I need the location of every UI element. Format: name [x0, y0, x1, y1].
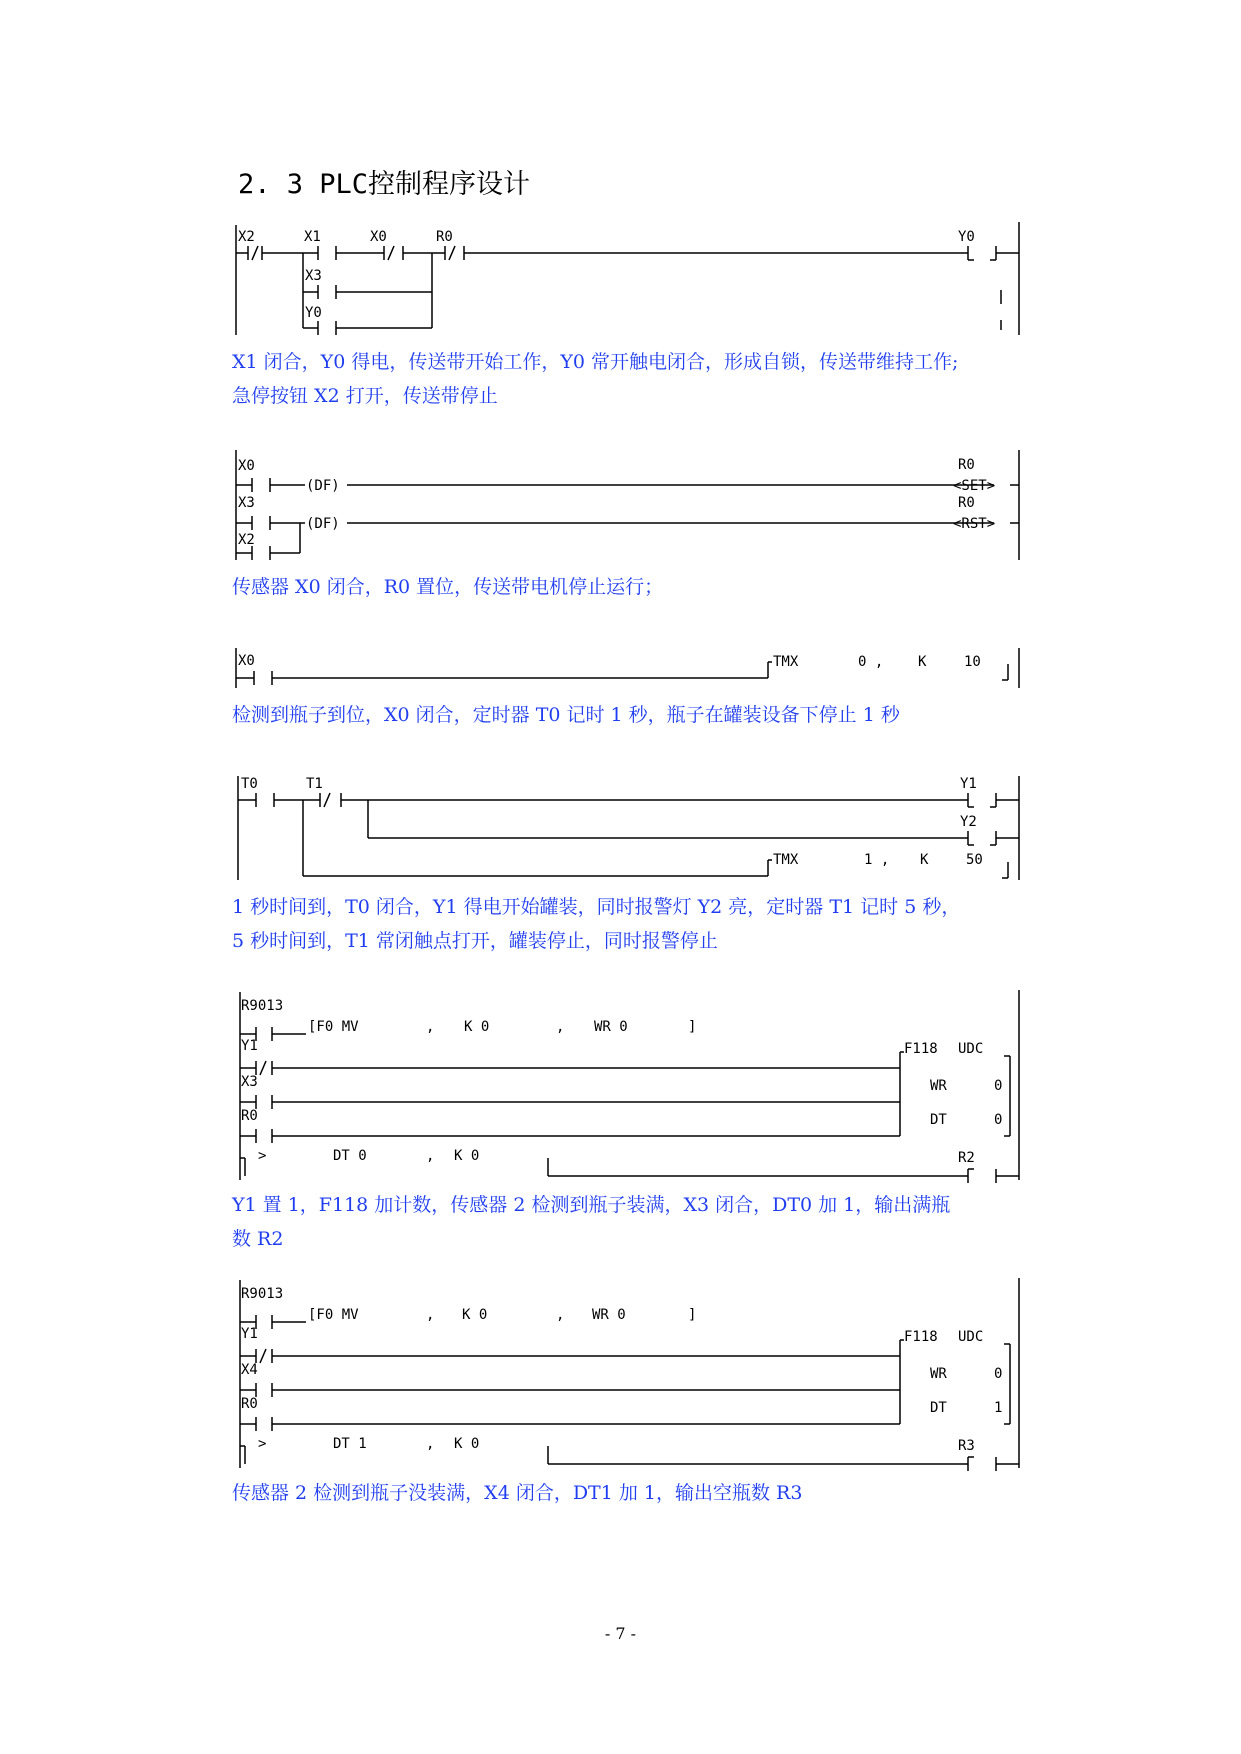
rung-5-label: , [556, 1019, 565, 1035]
rung-6-label: R3 [958, 1438, 975, 1454]
rung-1-label: Y0 [958, 229, 975, 245]
rung-5-label: K 0 [464, 1019, 490, 1035]
rung-5-label: F118 [904, 1041, 938, 1057]
rung-3-label: X0 [238, 653, 255, 669]
rung-6-label: , [426, 1436, 435, 1452]
rung-5-label: R9013 [241, 998, 284, 1014]
rung-4-label: T0 [241, 776, 258, 792]
rung-5-label: R0 [241, 1108, 258, 1124]
rung-2-label: <RST> [953, 516, 996, 532]
rung-5-label: Y1 [241, 1038, 258, 1054]
rung-5-label: , [426, 1148, 435, 1164]
rung-4-label: K [920, 852, 929, 868]
rung-6-caption [232, 1476, 1052, 1510]
rung-5-label: 0 [994, 1078, 1003, 1094]
rung-4-label: TMX [773, 852, 799, 868]
caption-line: 传感器 2 检测到瓶子没装满，X4 闭合，DT1 加 1，输出空瓶数 R3 [232, 1482, 803, 1504]
rung-6-label: 0 [994, 1366, 1003, 1382]
rung-2-label: R0 [958, 495, 975, 511]
rung-6-label: WR [930, 1366, 947, 1382]
rung-4-label: Y2 [960, 814, 977, 830]
rung-1-label: R0 [436, 229, 453, 245]
rung-1-label: X1 [304, 229, 321, 245]
rung-3-label: 0 , [858, 654, 884, 670]
caption-line: Y1 置 1，F118 加计数，传感器 2 检测到瓶子装满，X3 闭合，DT0 加 1，输出满瓶 [232, 1194, 951, 1216]
rung-2-label: X2 [238, 532, 255, 548]
caption-line: 传感器 X0 闭合，R0 置位，传送带电机停止运行； [232, 576, 664, 598]
rung-3-label: 10 [964, 654, 981, 670]
section-heading: 2. 3 PLC控制程序设计 [238, 169, 531, 200]
rung-5-label: X3 [241, 1074, 258, 1090]
rung-6-label: 1 [994, 1400, 1003, 1416]
rung-5-label: WR 0 [594, 1019, 628, 1035]
rung-6-label: [F0 MV [308, 1307, 359, 1323]
rung-4-caption [232, 890, 1052, 958]
rung-6-label: DT [930, 1400, 947, 1416]
rung-5-label: > [258, 1148, 267, 1164]
rung-5-label: 0 [994, 1112, 1003, 1128]
rung-4-diagram [238, 776, 1019, 880]
rung-1-label: X2 [238, 229, 255, 245]
rung-6-label: , [556, 1307, 565, 1323]
caption-line: 急停按钮 X2 打开，传送带停止 [232, 385, 498, 407]
rung-5-label: [F0 MV [308, 1019, 359, 1035]
rung-6-label: WR 0 [592, 1307, 626, 1323]
rung-5-label: R2 [958, 1150, 975, 1166]
page-number: - 7 - [604, 1624, 637, 1643]
rung-1-label: X3 [305, 268, 322, 284]
caption-line: 1 秒时间到，T0 闭合，Y1 得电开始罐装，同时报警灯 Y2 亮，定时器 T1 记时 5 秒， [232, 896, 961, 918]
rung-6-label: UDC [958, 1329, 984, 1345]
rung-6-label: , [426, 1307, 435, 1323]
caption-line: 5 秒时间到，T1 常闭触点打开，罐装停止，同时报警停止 [232, 930, 718, 952]
rung-2-label: R0 [958, 457, 975, 473]
rung-6-label: > [258, 1436, 267, 1452]
rung-5-label: , [426, 1019, 435, 1035]
rung-6-label: K 0 [462, 1307, 488, 1323]
rung-6-label: ] [688, 1307, 697, 1323]
rung-4-label: 1 , [864, 852, 890, 868]
rung-2-diagram [236, 450, 1019, 560]
rung-5-label: K 0 [454, 1148, 480, 1164]
rung-6-label: R9013 [241, 1286, 284, 1302]
rung-5-label: UDC [958, 1041, 984, 1057]
rung-2-label: (DF) [306, 516, 340, 532]
caption-line: 检测到瓶子到位，X0 闭合，定时器 T0 记时 1 秒，瓶子在罐装设备下停止 1 秒 [232, 704, 900, 726]
rung-4-label: T1 [306, 776, 323, 792]
rung-6-label: K 0 [454, 1436, 480, 1452]
rung-3-label: K [918, 654, 927, 670]
rung-2-label: X3 [238, 495, 255, 511]
rung-1-caption [232, 345, 1052, 413]
rung-2-label: <SET> [953, 478, 996, 494]
rung-3-caption [232, 698, 1052, 732]
rung-6-label: Y1 [241, 1326, 258, 1342]
rung-2-caption [232, 570, 1052, 604]
rung-5-label: WR [930, 1078, 947, 1094]
rung-6-label: X4 [241, 1362, 258, 1378]
rung-5-label: DT [930, 1112, 947, 1128]
rung-2-label: (DF) [306, 478, 340, 494]
rung-1-diagram [236, 222, 1019, 335]
rung-4-label: Y1 [960, 776, 977, 792]
rung-1-label: X0 [370, 229, 387, 245]
rung-4-label: 50 [966, 852, 983, 868]
rung-5-label: DT 0 [333, 1148, 367, 1164]
rung-6-label: F118 [904, 1329, 938, 1345]
rung-3-diagram [236, 648, 1019, 688]
rung-1-label: Y0 [305, 305, 322, 321]
caption-line: 数 R2 [232, 1228, 284, 1250]
rung-6-label: DT 1 [333, 1436, 367, 1452]
rung-3-label: TMX [773, 654, 799, 670]
rung-2-label: X0 [238, 458, 255, 474]
rung-5-label: ] [688, 1019, 697, 1035]
rung-6-label: R0 [241, 1396, 258, 1412]
rung-5-caption [232, 1188, 1052, 1256]
caption-line: X1 闭合，Y0 得电，传送带开始工作，Y0 常开触电闭合，形成自锁，传送带维持工作; [232, 351, 959, 373]
